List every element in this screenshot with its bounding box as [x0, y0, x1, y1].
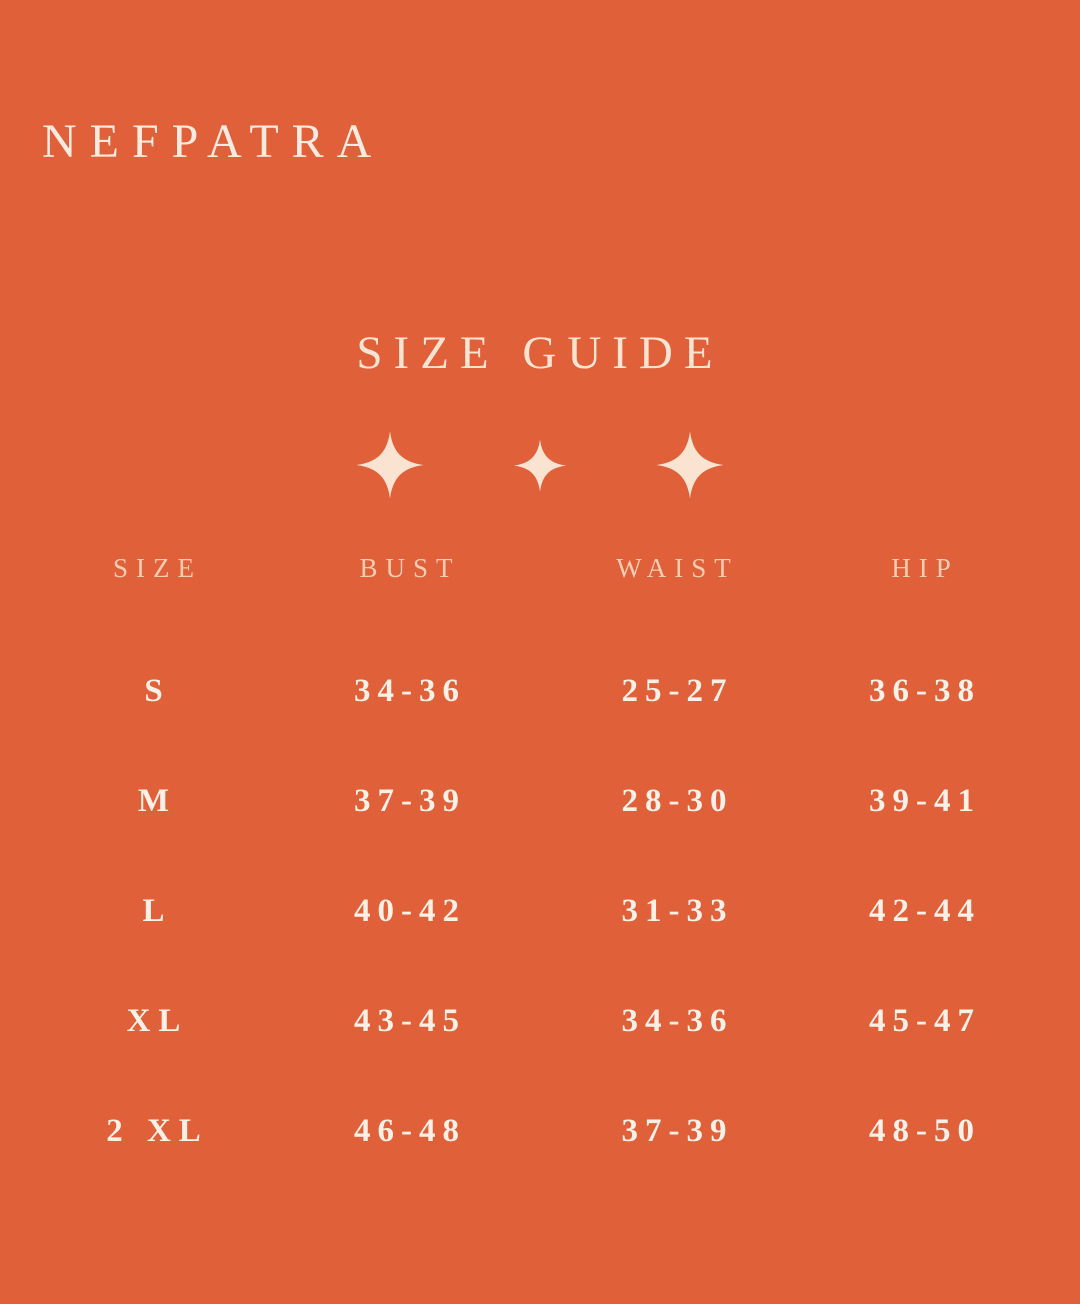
sparkle-divider: [0, 430, 1080, 505]
cell-waist: 37-39: [621, 1112, 734, 1149]
table-row: [40, 1076, 1040, 1186]
sparkle-icon: [355, 430, 425, 505]
column-header-bust: BUST: [359, 553, 461, 583]
cell-waist: 34-36: [621, 1002, 734, 1039]
cell-hip: 36-38: [869, 672, 981, 709]
table-row: [40, 856, 1040, 966]
table-row: [40, 746, 1040, 856]
cell-size: M: [137, 782, 178, 819]
column-header-size: SIZE: [113, 553, 202, 583]
table-header-row: [40, 552, 1040, 636]
cell-waist: 28-30: [621, 782, 734, 819]
sparkle-icon: [513, 438, 568, 497]
cell-waist: 25-27: [621, 672, 734, 709]
cell-hip: 42-44: [869, 892, 981, 929]
column-header-waist: WAIST: [616, 553, 739, 583]
cell-bust: 43-45: [354, 1002, 466, 1039]
brand-wordmark: NEFPATRA: [42, 115, 385, 168]
cell-bust: 37-39: [354, 782, 466, 819]
cell-waist: 31-33: [621, 892, 734, 929]
cell-size: L: [142, 892, 173, 929]
table-row: [40, 966, 1040, 1076]
cell-hip: 39-41: [869, 782, 981, 819]
cell-bust: 40-42: [354, 892, 466, 929]
column-header-hip: HIP: [891, 553, 959, 583]
cell-hip: 48-50: [869, 1112, 981, 1149]
cell-size: XL: [126, 1002, 189, 1039]
size-chart-table: [40, 552, 1040, 1186]
cell-bust: 46-48: [354, 1112, 466, 1149]
cell-hip: 45-47: [869, 1002, 981, 1039]
page-title: SIZE GUIDE: [356, 327, 724, 379]
cell-size: S: [144, 672, 171, 709]
cell-size: 2 XL: [106, 1112, 209, 1149]
table-row: [40, 636, 1040, 746]
sparkle-icon: [655, 430, 725, 505]
cell-bust: 34-36: [354, 672, 466, 709]
